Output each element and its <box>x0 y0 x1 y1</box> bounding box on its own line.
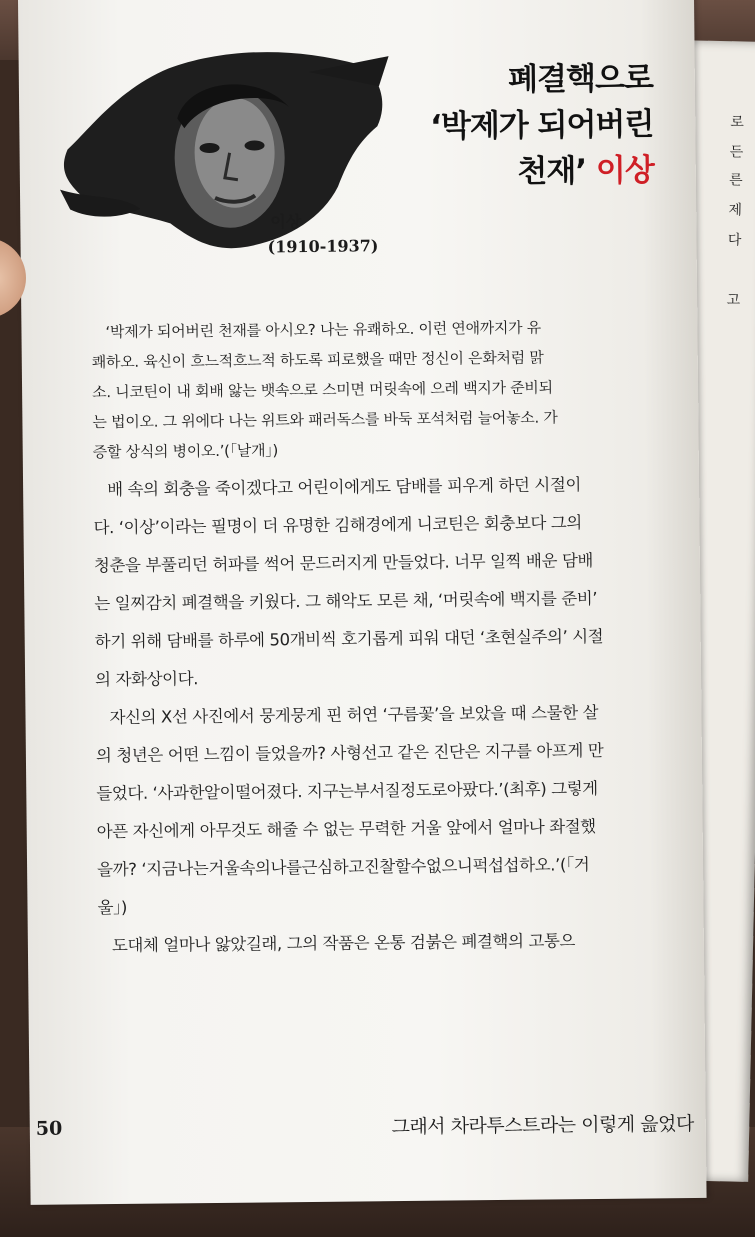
paragraph-line: 의 자화상이다. <box>95 669 199 690</box>
paragraph-line: 배 속의 회충을 죽이겠다고 어린이에게도 담배를 피우게 하던 시절이 <box>107 475 582 500</box>
page-number: 50 <box>35 1117 63 1140</box>
body-text <box>91 311 703 965</box>
portrait-caption-years: (1910-1937) <box>267 236 379 257</box>
chapter-title-line-3 <box>430 147 654 195</box>
paragraph-line: 자신의 X선 사진에서 뭉게뭉게 핀 허연 ‘구름꽃’을 보았을 때 스물한 살 <box>109 702 599 728</box>
quote-line: 는 법이오. 그 위에다 나는 위트와 패러독스를 바둑 포석처럼 늘어놓소. 가 <box>92 408 558 432</box>
facing-page-char: 고 <box>726 292 741 309</box>
quote-line: 쾌하오. 육신이 흐느적흐느적 하도록 피로했을 때만 정신이 은화처럼 맑 <box>91 348 544 372</box>
quote-line: 소. 니코틴이 내 회배 앓는 뱃속으로 스미면 머릿속에 으레 백지가 준비되 <box>92 378 553 402</box>
chapter-title-author: 이상 <box>595 152 655 189</box>
chapter-title-line-2: ‘박제가 되어버린 <box>429 106 654 145</box>
facing-page-char: 다 <box>727 232 742 249</box>
running-footer-title: 그래서 차라투스트라는 이렇게 읊었다 <box>391 1112 694 1139</box>
paragraph-line: 는 일찌감치 폐결핵을 키웠다. 그 해악도 모른 채, ‘머릿속에 백지를 준비’ <box>94 588 598 614</box>
portrait-caption-name: 이상 <box>270 212 302 232</box>
paragraph-line: 도대체 얼마나 앓았길래, 그의 작품은 온통 검붉은 폐결핵의 고통으 <box>111 931 576 956</box>
quote-line: ‘박제가 되어버린 천재를 아시오? 나는 유쾌하오. 이런 연애까지가 유 <box>105 318 542 342</box>
epigraph-quote <box>91 311 698 467</box>
paragraph-line: 을까? ‘지금나는거울속의나를근심하고진찰할수없으니퍽섭섭하오.’(「거 <box>97 855 590 880</box>
author-portrait <box>59 46 391 257</box>
chapter-title-phrase: 천재’ <box>517 153 587 190</box>
facing-page-char: 든 <box>729 144 744 161</box>
paragraph-2 <box>95 693 702 927</box>
paragraph-line: 하기 위해 담배를 하루에 50개비씩 호기롭게 피워 대던 ‘초현실주의’ 시절 <box>94 626 604 652</box>
facing-page-char: 제 <box>728 202 743 219</box>
paragraph-line: 청춘을 부풀리던 허파를 썩어 문드러지게 만들었다. 너무 일찍 배운 담배 <box>93 551 594 576</box>
quote-line: 증할 상식의 병이오.’(「날개」) <box>92 441 279 462</box>
paragraph-line: 다. ‘이상’이라는 필명이 더 유명한 김해경에게 니코틴은 회충보다 그의 <box>93 513 582 538</box>
paragraph-line: 울」) <box>97 897 128 918</box>
paragraph-line: 아픈 자신에게 아무것도 해줄 수 없는 무력한 거울 앞에서 얼마나 좌절했 <box>96 816 596 842</box>
facing-page-char: 로 <box>730 114 744 131</box>
chapter-title-line-1: 폐결핵으로 <box>507 60 654 98</box>
paragraph-line: 의 청년은 어떤 느낌이 들었을까? 사형선고 같은 진단은 지구를 아프게 만 <box>95 740 604 766</box>
chapter-title <box>429 55 654 195</box>
book-page <box>18 0 707 1205</box>
paragraph-1 <box>93 465 700 699</box>
paragraph-line: 들었다. ‘사과한알이떨어졌다. 지구는부서질정도로아팠다.’(최후) 그렇게 <box>96 778 598 804</box>
paragraph-3 <box>98 921 703 965</box>
facing-page-char: 른 <box>728 172 743 189</box>
